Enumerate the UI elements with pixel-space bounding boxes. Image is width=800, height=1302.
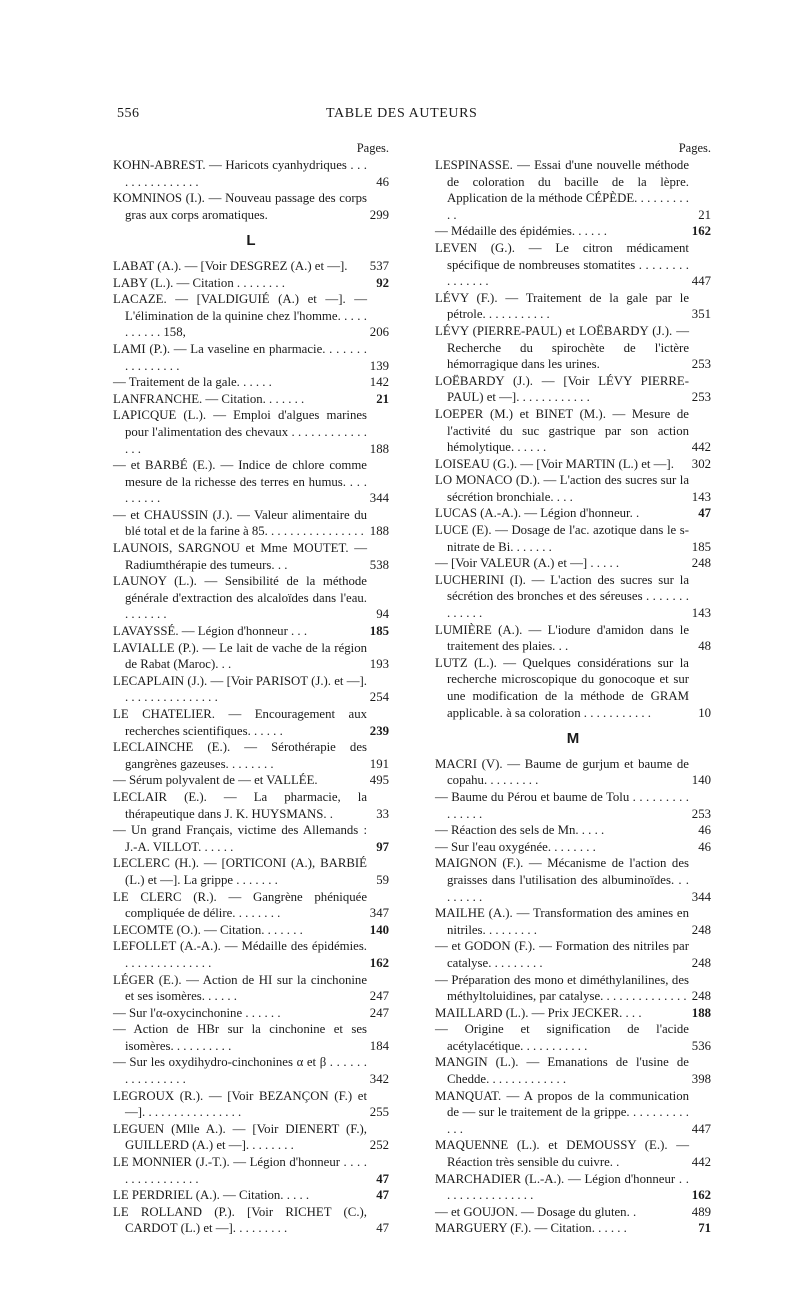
entry-text: — Sérum polyvalent de — et VALLÉE. [113,773,318,788]
index-entry [435,323,711,373]
entry-text: LE CHATELIER. — Encouragement aux recherches scientifiques. . . . . . [113,707,367,738]
index-entry [113,1204,389,1237]
entry-text: MANGIN (L.). — Emanations de l'usine de Chedde. . . . . . . . . . . . . [435,1055,689,1087]
entry-text: LABAT (A.). — [Voir DESGREZ (A.) et —]. [113,258,348,273]
index-entry [113,291,389,341]
index-entry [113,640,389,673]
entry-text: LAUNOY (L.). — Sensibilité de la méthode générale d'extraction des alcaloïdes dans l'eau. . . . . . . . [113,574,367,622]
entry-page-number: 59 [376,872,389,887]
entry-page-number: 442 [691,1155,711,1170]
entry-text: LESPINASSE. — Essai d'une nouvelle méthode de coloration du bacille de la lèpre. Application de la méthode CÉPÈDE. . . . . . . . . . . [435,158,689,222]
page-number: 556 [117,106,140,121]
entry-text: — et GOUJON. — Dosage du gluten. . [435,1204,637,1219]
entry-text: LEVEN (G.). — Le citron médicament spécifique de nombreuses stomatites . . . . . . . . . . . . . . . [435,240,689,289]
entry-page-number: 255 [369,1105,389,1120]
section-letter: L [246,232,256,250]
right-column [435,140,711,1237]
entry-page-number: 344 [691,889,711,904]
entry-text: — Traitement de la gale. . . . . . [113,375,272,390]
entry-page-number: 162 [691,1188,711,1203]
entry-page-number: 47 [376,1221,389,1236]
entry-text: KOHN-ABREST. — Haricots cyanhydriques . . . . . . . . . . . . . . . [113,158,367,189]
index-entry [113,1187,389,1204]
index-entry [113,789,389,822]
entry-text: LACAZE. — [VALDIGUIÉ (A.) et —]. — L'élimination de la quinine chez l'homme. . . . . . . . . . . 158, [113,292,367,340]
index-entry [113,1088,389,1121]
entry-text: LÉVY (PIERRE-PAUL) et LOËBARDY (J.). — Recherche du spirochète de l'ictère hémorragique dans les urines. [435,323,689,372]
entry-page-number: 21 [376,391,389,406]
entry-text: — Baume du Pérou et baume de Tolu . . . . . . . . . . . . . . . [435,789,689,821]
index-entry [435,472,711,505]
entry-page-number: 47 [698,506,711,521]
entry-text: MAQUENNE (L.). et DEMOUSSY (E.). — Réaction très sensible du cuivre. . [435,1138,689,1170]
entry-text: LE MONNIER (J.-T.). — Légion d'honneur . . . . . . . . . . . . . . . . [113,1155,367,1186]
section-letter: M [566,730,580,748]
entry-text: LUCHERINI (I). — L'action des sucres sur la sécrétion des bronches et des séreuses . . . . . . . . . . . . . [435,572,689,621]
entry-text: LECLAIR (E.). — La pharmacie, la thérapeutique dans J. K. HUYSMANS. . [113,789,367,821]
entry-text: — [Voir VALEUR (A.) et —] . . . . . [435,556,620,571]
entry-list [113,157,389,223]
entry-page-number: 193 [369,657,389,672]
entry-page-number: 495 [369,773,389,788]
entry-page-number: 489 [691,1204,711,1219]
entry-page-number: 47 [376,1171,389,1186]
entry-text: LEFOLLET (A.-A.). — Médaille des épidémies. . . . . . . . . . . . . . . [113,939,367,970]
entry-page-number: 538 [369,557,389,572]
running-head [0,106,800,126]
index-entry [113,374,389,391]
entry-text: MANQUAT. — A propos de la communication de — sur le traitement de la grippe. . . . . . . . . . . . . [435,1088,689,1136]
entry-text: LOEPER (M.) et BINET (M.). — Mesure de l'activité du suc gastrique par son action hémolytique. . . . . . [435,406,689,455]
entry-list [435,756,711,1237]
entry-text: MARGUERY (F.). — Citation. . . . . . [435,1221,627,1236]
entry-page-number: 46 [376,174,389,189]
index-entry [113,457,389,507]
entry-page-number: 206 [369,325,389,340]
entry-text: LUTZ (L.). — Quelques considérations sur la recherche microscopique du gonocoque et sur une modification de la méthode de GRAM applicable. à sa coloration . . . . . . . . . . . [435,655,689,720]
index-entry [435,839,711,856]
index-entry [113,972,389,1005]
entry-text: MAILHE (A.). — Transformation des amines en nitriles. . . . . . . . . [435,906,689,937]
entry-text: — et GODON (F.). — Formation des nitriles par catalyse. . . . . . . . . [435,939,689,970]
entry-text: — Préparation des mono et diméthylanilines, des méthyltoluidines, par catalyse. . . . . . . . . . . . . . [435,972,689,1004]
entry-page-number: 252 [369,1138,389,1153]
entry-page-number: 48 [698,639,711,654]
index-entry [113,623,389,640]
index-entry [435,290,711,323]
entry-page-number: 46 [698,823,711,838]
entry-text: — Sur les oxydihydro-cinchonines α et β . . . . . . . . . . . . . . . . [113,1055,367,1087]
index-entry [435,456,711,473]
index-entry [435,1088,711,1138]
index-entry [113,1005,389,1022]
index-entry [113,673,389,706]
entry-text: MAIGNON (F.). — Mécanisme de l'action des graisses dans l'utilisation des albuminoïdes. . . . . . . . . [435,856,689,904]
index-entry [113,540,389,573]
entry-text: LOISEAU (G.). — [Voir MARTIN (L.) et —]. [435,456,674,471]
index-entry [435,572,711,622]
index-entry [435,1220,711,1237]
entry-page-number: 248 [691,989,711,1004]
entry-text: LE ROLLAND (P.). [Voir RICHET (C.), CARDOT (L.) et —]. . . . . . . . . [113,1204,367,1236]
index-entry [113,938,389,971]
entry-text: LO MONACO (D.). — L'action des sucres sur la sécrétion bronchiale. . . . [435,473,689,504]
entry-page-number: 537 [369,258,389,273]
entry-page-number: 162 [691,224,711,239]
entry-text: LABY (L.). — Citation . . . . . . . . [113,275,285,290]
index-entry [113,922,389,939]
entry-page-number: 191 [369,756,389,771]
index-entry [435,157,711,223]
entry-page-number: 248 [691,922,711,937]
entry-page-number: 447 [691,1121,711,1136]
index-entry [435,505,711,522]
entry-text: LUCE (E). — Dosage de l'ac. azotique dans le s-nitrate de Bi. . . . . . . [435,523,689,554]
index-entry [113,1021,389,1054]
entry-text: — Réaction des sels de Mn. . . . . [435,823,605,838]
index-entry [435,1204,711,1221]
entry-text: LAUNOIS, SARGNOU et Mme MOUTET. — Radiumthérapie des tumeurs. . . [113,541,367,572]
entry-page-number: 302 [691,456,711,471]
index-entry [113,275,389,292]
entry-page-number: 188 [691,1005,711,1020]
entry-page-number: 140 [691,773,711,788]
entry-text: LANFRANCHE. — Citation. . . . . . . [113,391,305,406]
entry-text: — et CHAUSSIN (J.). — Valeur alimentaire du blé total et de la farine à 85. . . . . . . . . . . . . . . . [113,507,367,539]
entry-page-number: 162 [369,955,389,970]
index-entry [113,341,389,374]
index-entry [435,756,711,789]
index-entry [113,573,389,623]
index-entry [113,772,389,789]
entry-page-number: 97 [376,839,389,854]
entry-text: LE PERDRIEL (A.). — Citation. . . . . [113,1188,310,1203]
index-entry [113,1154,389,1187]
left-column [113,140,389,1237]
entry-page-number: 253 [691,390,711,405]
index-entry [435,905,711,938]
entry-text: MACRI (V). — Baume de gurjum et baume de copahu. . . . . . . . . [435,756,689,788]
entry-text: LEGROUX (R.). — [Voir BEZANÇON (F.) et —]. . . . . . . . . . . . . . . . [113,1088,367,1120]
entry-text: — Sur l'α-oxycinchonine . . . . . . [113,1005,281,1020]
entry-text: MARCHADIER (L.-A.). — Légion d'honneur . . . . . . . . . . . . . . . . [435,1171,689,1203]
index-entry [435,972,711,1005]
index-entry [113,855,389,888]
index-entry [435,406,711,456]
entry-text: LÉVY (F.). — Traitement de la gale par le pétrole. . . . . . . . . . . [435,290,689,322]
entry-page-number: 33 [376,806,389,821]
entry-text: LÉGER (E.). — Action de HI sur la cinchonine et ses isomères. . . . . . [113,972,367,1004]
index-entry [113,190,389,223]
index-entry [435,373,711,406]
entry-text: LECOMTE (O.). — Citation. . . . . . . [113,922,303,937]
index-entry [113,889,389,922]
entry-text: LECLAINCHE (E.). — Sérothérapie des gangrènes gazeuses. . . . . . . . [113,740,367,771]
index-entry [435,555,711,572]
entry-text: LAMI (P.). — La vaseline en pharmacie. . . . . . . . . . . . . . . . [113,341,367,373]
entry-text: MAILLARD (L.). — Prix JECKER. . . . [435,1005,642,1020]
entry-text: KOMNINOS (I.). — Nouveau passage des corps gras aux corps aromatiques. [113,191,367,222]
page-title: TABLE DES AUTEURS [326,106,478,121]
entry-text: — Action de HBr sur la cinchonine et ses isomères. . . . . . . . . . [113,1022,367,1053]
entry-page-number: 442 [691,440,711,455]
index-entry [435,223,711,240]
entry-page-number: 188 [369,441,389,456]
entry-page-number: 253 [691,357,711,372]
index-entry [113,1121,389,1154]
entry-page-number: 188 [369,524,389,539]
pages-label: Pages. [678,141,711,155]
index-entry [113,391,389,408]
index-entry [113,258,389,275]
entry-text: LUCAS (A.-A.). — Légion d'honneur. . [435,506,640,521]
entry-page-number: 185 [691,539,711,554]
entry-list [435,157,711,721]
entry-page-number: 46 [698,839,711,854]
entry-text: LAVAYSSÉ. — Légion d'honneur . . . [113,624,308,639]
entry-page-number: 94 [376,607,389,622]
index-entry [435,1005,711,1022]
entry-text: — et BARBÉ (E.). — Indice de chlore comme mesure de la richesse des terres en humus. . . . . . . . . . [113,458,367,506]
entry-page-number: 71 [698,1221,711,1236]
entry-text: — Sur l'eau oxygénée. . . . . . . . [435,839,596,854]
entry-text: LAVIALLE (P.). — Le lait de vache de la région de Rabat (Maroc). . . [113,640,367,672]
entry-text: — Origine et signification de l'acide acétylacétique. . . . . . . . . . . [435,1022,689,1053]
entry-page-number: 342 [369,1072,389,1087]
index-entry [113,1054,389,1087]
index-entry [435,1137,711,1170]
entry-page-number: 47 [376,1188,389,1203]
index-entry [113,507,389,540]
index-entry [435,522,711,555]
entry-text: — Un grand Français, victime des Allemands : J.-A. VILLOT. . . . . . [113,823,367,854]
index-entry [113,706,389,739]
entry-page-number: 299 [369,207,389,222]
entry-page-number: 239 [369,723,389,738]
entry-page-number: 351 [691,307,711,322]
entry-text: — Médaille des épidémies. . . . . . [435,224,608,239]
entry-page-number: 140 [369,922,389,937]
entry-text: LECAPLAIN (J.). — [Voir PARISOT (J.). et —]. . . . . . . . . . . . . . . . [113,673,367,705]
entry-page-number: 184 [369,1038,389,1053]
entry-text: LEGUEN (Mlle A.). — [Voir DIENERT (F.), GUILLERD (A.) et —]. . . . . . . . [113,1121,367,1153]
index-entry [113,739,389,772]
index-entry [435,1171,711,1204]
index-entry [113,157,389,190]
entry-page-number: 253 [691,806,711,821]
entry-page-number: 536 [691,1038,711,1053]
index-entry [435,1021,711,1054]
entry-page-number: 142 [369,375,389,390]
index-entry [435,855,711,905]
entry-page-number: 139 [369,358,389,373]
entry-page-number: 398 [691,1072,711,1087]
entry-page-number: 248 [691,556,711,571]
entry-page-number: 21 [698,207,711,222]
entry-page-number: 10 [698,705,711,720]
index-entry [435,822,711,839]
entry-list [113,258,389,1237]
entry-page-number: 347 [369,906,389,921]
index-entry [435,240,711,290]
entry-page-number: 247 [369,1005,389,1020]
index-entry [113,407,389,457]
entry-text: LUMIÈRE (A.). — L'iodure d'amidon dans le traitement des plaies. . . [435,622,689,654]
index-entry [113,822,389,855]
entry-page-number: 447 [691,274,711,289]
index-entry [435,1054,711,1087]
pages-label: Pages. [356,141,389,155]
entry-text: LE CLERC (R.). — Gangrène phéniquée compliquée de délire. . . . . . . . [113,889,367,921]
index-entry [435,789,711,822]
entry-page-number: 143 [691,606,711,621]
entry-page-number: 143 [691,489,711,504]
index-entry [435,655,711,721]
entry-page-number: 254 [369,690,389,705]
entry-text: LOËBARDY (J.). — [Voir LÉVY PIERRE-PAUL) et —]. . . . . . . . . . . . [435,373,689,405]
entry-page-number: 185 [369,624,389,639]
entry-page-number: 344 [369,491,389,506]
entry-page-number: 247 [369,989,389,1004]
entry-page-number: 248 [691,955,711,970]
entry-page-number: 92 [376,275,389,290]
index-entry [435,622,711,655]
index-entry [435,938,711,971]
entry-text: LECLERC (H.). — [ORTICONI (A.), BARBIÉ (L.) et —]. La grippe . . . . . . . [113,856,367,887]
entry-text: LAPICQUE (L.). — Emploi d'algues marines pour l'alimentation des chevaux . . . . . . . . . . . . . . . [113,408,367,456]
